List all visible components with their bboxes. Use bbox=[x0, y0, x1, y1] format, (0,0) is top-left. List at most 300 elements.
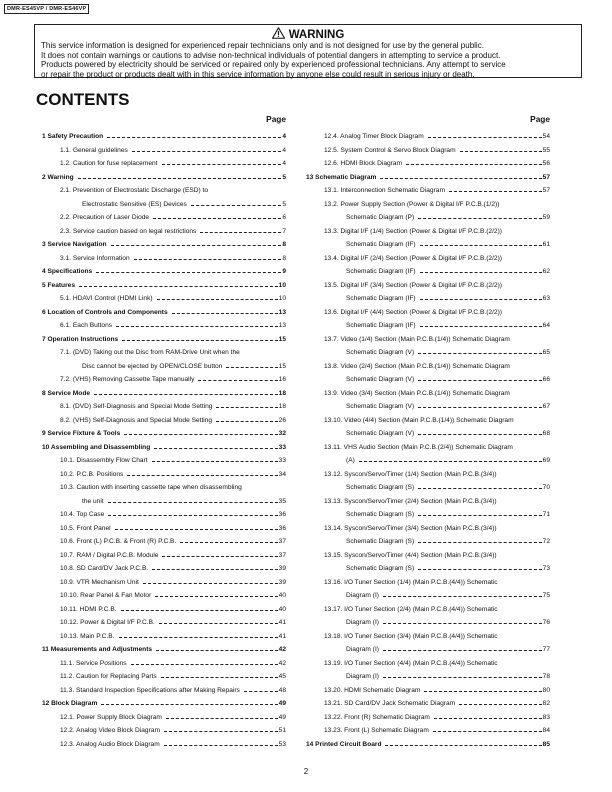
toc-entry-page: 6 bbox=[282, 214, 286, 221]
toc-entry-page: 55 bbox=[542, 146, 550, 154]
toc-entry-page: 8 bbox=[282, 241, 286, 248]
toc-entry-title: Electrostatic Sensitive (ES) Devices bbox=[82, 200, 187, 208]
toc-entry[interactable] bbox=[306, 630, 550, 644]
toc-chapter-entry[interactable] bbox=[42, 130, 286, 144]
toc-entry-title: 7 Operation Instructions bbox=[42, 335, 119, 343]
toc-entry[interactable] bbox=[306, 198, 550, 212]
toc-entry-title: 13.11. VHS Audio Section (Main P.C.B.(2/4)) Schematic Diagram bbox=[324, 443, 513, 451]
toc-entry-page: 62 bbox=[542, 268, 550, 275]
toc-entry-title: Disc cannot be ejected by OPEN/CLOSE button bbox=[82, 362, 223, 370]
toc-entry-title: 9 Service Fixture & Tools bbox=[42, 430, 121, 437]
toc-leader bbox=[383, 650, 542, 651]
toc-entry-title: Schematic Diagram (IF) bbox=[346, 241, 416, 248]
toc-chapter-entry[interactable] bbox=[42, 171, 286, 185]
toc-entry[interactable] bbox=[306, 724, 550, 738]
toc-leader bbox=[418, 353, 542, 354]
toc-entry[interactable] bbox=[42, 724, 286, 738]
toc-entry[interactable] bbox=[306, 670, 550, 684]
toc-entry-title: 13.5. Digital I/F (3/4) Section (Power & Digital I/F P.C.B.(2/2)) bbox=[324, 281, 502, 289]
toc-entry[interactable] bbox=[42, 319, 286, 333]
toc-entry-page: 53 bbox=[278, 740, 286, 748]
toc-leader bbox=[127, 475, 277, 476]
toc-entry-page: 64 bbox=[542, 322, 550, 329]
toc-entry-title: 12 Block Diagram bbox=[42, 700, 98, 707]
toc-entry[interactable] bbox=[42, 414, 286, 428]
toc-entry[interactable] bbox=[306, 144, 550, 158]
toc-entry-title: Diagram (I) bbox=[346, 646, 379, 653]
toc-entry[interactable] bbox=[306, 211, 550, 225]
toc-entry-title: 13.21. SD Card/DV Jack Schematic Diagram bbox=[324, 700, 456, 707]
warning-triangle-icon bbox=[272, 27, 285, 39]
contents-heading: CONTENTS bbox=[36, 90, 130, 109]
toc-entry-page: 41 bbox=[278, 632, 286, 640]
toc-entry[interactable] bbox=[42, 603, 286, 617]
toc-entry-page: 51 bbox=[278, 727, 286, 734]
toc-entry-title: 2.1. Prevention of Electrostatic Discharge (ESD) to bbox=[60, 187, 209, 194]
toc-entry-title: 7.2. (VHS) Removing Cassette Tape manually bbox=[60, 376, 195, 383]
toc-entry[interactable] bbox=[42, 184, 286, 198]
toc-entry[interactable] bbox=[306, 657, 550, 671]
toc-entry-page: 61 bbox=[542, 241, 550, 248]
toc-entry-page: 54 bbox=[542, 133, 550, 140]
toc-entry-title: 10.3. Caution with inserting cassette tape when disassembling bbox=[60, 484, 242, 491]
toc-entry-title: 10 Assembling and Disassembling bbox=[42, 443, 151, 451]
toc-leader bbox=[164, 731, 278, 732]
page-column-header: Page bbox=[266, 114, 286, 124]
toc-entry-page: 26 bbox=[278, 416, 286, 424]
toc-leader bbox=[226, 367, 277, 368]
toc-leader bbox=[420, 299, 542, 300]
toc-leader bbox=[132, 151, 282, 152]
toc-entry-title: 10.2. P.C.B. Positions bbox=[60, 470, 124, 478]
toc-entry-title: Schematic Diagram (S) bbox=[346, 511, 415, 518]
toc-leader bbox=[161, 677, 278, 678]
toc-entry-page: 45 bbox=[278, 673, 286, 680]
toc-entry-page: 73 bbox=[542, 565, 550, 572]
toc-entry-title: 13.6. Digital I/F (4/4) Section (Power & Digital I/F P.C.B.(2/2)) bbox=[324, 308, 502, 316]
toc-entry-title: 5 Features bbox=[42, 281, 75, 289]
warning-line: or repair the product or products dealt with in this service information by anyone else could result in serious injury or death. bbox=[41, 69, 475, 79]
toc-entry-page: 48 bbox=[278, 686, 286, 694]
toc-leader bbox=[420, 326, 542, 327]
model-tag: DMR-ES45VP / DMR-ES46VP bbox=[4, 4, 89, 14]
toc-entry-page: 4 bbox=[282, 146, 286, 154]
toc-entry-title: 7.1. (DVD) Taking out the Disc from RAM-Drive Unit when the bbox=[60, 349, 240, 356]
toc-entry-page: 33 bbox=[278, 443, 286, 451]
warning-title bbox=[35, 27, 581, 42]
toc-chapter-entry[interactable] bbox=[42, 306, 286, 320]
toc-entry-title: 10.13. Main P.C.B. bbox=[60, 632, 115, 640]
toc-entry-page: 15 bbox=[278, 335, 286, 343]
toc-entry-title: 13.14. Syscon/Servo/Timer (3/4) Section (Main P.C.B.(3/4)) bbox=[324, 524, 497, 532]
toc-entry-page: 40 bbox=[278, 605, 286, 613]
toc-entry[interactable] bbox=[306, 238, 550, 252]
toc-leader bbox=[406, 164, 542, 165]
toc-entry-title: Schematic Diagram (V) bbox=[346, 349, 415, 356]
toc-entry-title: 2.3. Service caution based on legal restrictions bbox=[60, 227, 197, 235]
toc-entry[interactable] bbox=[306, 252, 550, 266]
toc-entry[interactable] bbox=[306, 576, 550, 590]
toc-chapter-entry[interactable] bbox=[306, 171, 550, 185]
toc-entry[interactable] bbox=[306, 454, 550, 468]
warning-line: This service information is designed for experienced repair technicians only and is not designed for use by the general public. bbox=[41, 41, 484, 50]
toc-entry[interactable] bbox=[42, 576, 286, 590]
toc-entry[interactable] bbox=[42, 292, 286, 306]
toc-entry[interactable] bbox=[306, 427, 550, 441]
toc-leader bbox=[418, 515, 542, 516]
page-number: 2 bbox=[303, 767, 309, 776]
toc-leader bbox=[111, 245, 282, 246]
toc-leader bbox=[107, 137, 281, 138]
toc-entry-title: 6 Location of Controls and Components bbox=[42, 308, 168, 316]
toc-entry-page: 70 bbox=[542, 484, 550, 491]
toc-entry-title: (A) bbox=[346, 457, 355, 464]
toc-entry-page: 34 bbox=[278, 470, 286, 478]
toc-entry-title: 13.4. Digital I/F (2/4) Section (Power & Digital I/F P.C.B.(2/2)) bbox=[324, 254, 502, 262]
toc-entry-title: 10.10. Rear Panel & Fan Motor bbox=[60, 592, 152, 599]
toc-entry[interactable] bbox=[306, 562, 550, 576]
toc-entry-title: 13.18. I/O Tuner Section (3/4) (Main P.C.B.(4/4)) Schematic bbox=[324, 632, 498, 640]
toc-leader bbox=[122, 340, 277, 341]
toc-entry[interactable] bbox=[42, 454, 286, 468]
toc-leader bbox=[164, 745, 278, 746]
toc-leader bbox=[153, 218, 281, 219]
toc-entry[interactable] bbox=[306, 265, 550, 279]
toc-leader bbox=[152, 569, 277, 570]
toc-entry[interactable] bbox=[42, 495, 286, 509]
toc-entry-title: 12.3. Analog Audio Block Diagram bbox=[60, 740, 160, 748]
toc-entry-title: 8.2. (VHS) Self-Diagnosis and Special Mode Setting bbox=[60, 416, 213, 424]
toc-entry-title: 3 Service Navigation bbox=[42, 241, 107, 248]
toc-entry-title: 13.16. I/O Tuner Section (1/4) (Main P.C.B.(4/4)) Schematic bbox=[324, 578, 498, 586]
toc-entry-title: 2.2. Precaution of Laser Diode bbox=[60, 214, 150, 221]
toc-entry[interactable] bbox=[42, 481, 286, 495]
toc-entry[interactable] bbox=[306, 522, 550, 536]
toc-entry[interactable] bbox=[42, 144, 286, 158]
page-column-header: Page bbox=[530, 114, 550, 124]
toc-chapter-entry[interactable] bbox=[42, 441, 286, 455]
toc-entry-title: 11.2. Caution for Replacing Parts bbox=[60, 673, 157, 680]
toc-entry-title: Schematic Diagram (V) bbox=[346, 403, 415, 410]
toc-entry[interactable] bbox=[306, 387, 550, 401]
toc-entry[interactable] bbox=[306, 684, 550, 698]
toc-entry-page: 71 bbox=[542, 511, 550, 518]
toc-entry[interactable] bbox=[306, 589, 550, 603]
toc-chapter-entry[interactable] bbox=[42, 643, 286, 657]
toc-entry-page: 9 bbox=[282, 268, 286, 275]
warning-body bbox=[41, 41, 506, 79]
toc-entry-page: 36 bbox=[278, 524, 286, 532]
toc-entry-page: 15 bbox=[278, 362, 286, 370]
toc-entry-page: 72 bbox=[542, 538, 550, 545]
toc-leader bbox=[383, 623, 542, 624]
toc-entry-title: Schematic Diagram (V) bbox=[346, 376, 415, 383]
toc-chapter-entry[interactable] bbox=[42, 697, 286, 711]
toc-entry-title: 12.5. System Control & Servo Block Diagram bbox=[324, 146, 456, 154]
toc-leader bbox=[131, 664, 278, 665]
toc-entry[interactable] bbox=[306, 157, 550, 171]
toc-entry-title: 10.7. RAM / Digital P.C.B. Module bbox=[60, 551, 159, 559]
toc-entry[interactable] bbox=[42, 711, 286, 725]
toc-entry[interactable] bbox=[42, 549, 286, 563]
toc-entry[interactable] bbox=[306, 279, 550, 293]
toc-entry-title: 13.23. Front (L) Schematic Diagram bbox=[324, 727, 429, 734]
toc-entry[interactable] bbox=[42, 738, 286, 752]
toc-entry[interactable] bbox=[306, 292, 550, 306]
toc-entry[interactable] bbox=[306, 400, 550, 414]
toc-leader bbox=[159, 623, 278, 624]
toc-entry-page: 33 bbox=[278, 457, 286, 464]
toc-entry-page: 18 bbox=[278, 403, 286, 410]
toc-entry[interactable] bbox=[306, 616, 550, 630]
toc-entry-page: 36 bbox=[278, 511, 286, 518]
toc-entry-title: 12.2. Analog Video Block Diagram bbox=[60, 727, 160, 734]
toc-entry-page: 16 bbox=[278, 376, 286, 383]
toc-leader bbox=[134, 259, 282, 260]
toc-entry[interactable] bbox=[42, 589, 286, 603]
toc-entry-page: 5 bbox=[282, 200, 286, 208]
toc-entry[interactable] bbox=[42, 616, 286, 630]
toc-entry-title: 6.1. Each Buttons bbox=[60, 322, 113, 329]
toc-entry[interactable] bbox=[306, 441, 550, 455]
toc-leader bbox=[383, 677, 542, 678]
toc-leader bbox=[216, 421, 278, 422]
toc-entry-title: Schematic Diagram (S) bbox=[346, 565, 415, 572]
toc-entry[interactable] bbox=[42, 400, 286, 414]
toc-left-column bbox=[42, 113, 286, 751]
toc-leader bbox=[78, 178, 282, 179]
toc-entry[interactable] bbox=[42, 535, 286, 549]
toc-chapter-entry[interactable] bbox=[42, 265, 286, 279]
toc-entry-title: 3.1. Service Information bbox=[60, 254, 130, 262]
toc-entry[interactable] bbox=[42, 684, 286, 698]
toc-entry-page: 35 bbox=[278, 497, 286, 505]
toc-entry-title: 8 Service Mode bbox=[42, 389, 91, 397]
toc-entry[interactable] bbox=[306, 414, 550, 428]
toc-entry[interactable] bbox=[306, 508, 550, 522]
toc-entry-title: Diagram (I) bbox=[346, 619, 379, 626]
toc-entry[interactable] bbox=[42, 157, 286, 171]
toc-leader bbox=[162, 556, 277, 557]
toc-leader bbox=[428, 137, 542, 138]
toc-entry-title: 12.1. Power Supply Block Diagram bbox=[60, 713, 162, 721]
toc-entry-page: 39 bbox=[278, 578, 286, 586]
toc-entry-page: 42 bbox=[278, 659, 286, 667]
toc-leader bbox=[460, 151, 542, 152]
toc-entry[interactable] bbox=[306, 711, 550, 725]
toc-entry[interactable] bbox=[42, 252, 286, 266]
toc-entry[interactable] bbox=[306, 225, 550, 239]
toc-entry-title: 10.8. SD Card/DV Jack P.C.B. bbox=[60, 565, 149, 572]
toc-entry-page: 13 bbox=[278, 308, 286, 316]
toc-entry-title: 10.9. VTR Mechanism Unit bbox=[60, 578, 139, 586]
toc-entry[interactable] bbox=[306, 603, 550, 617]
toc-entry[interactable] bbox=[42, 360, 286, 374]
toc-leader bbox=[385, 745, 541, 746]
toc-entry[interactable] bbox=[306, 481, 550, 495]
toc-entry-title: 13.9. Video (3/4) Section (Main P.C.B.(1/4)) Schematic Diagram bbox=[324, 389, 510, 397]
toc-entry-page: 83 bbox=[542, 713, 550, 721]
toc-entry[interactable] bbox=[306, 306, 550, 320]
toc-leader bbox=[108, 502, 278, 503]
toc-entry[interactable] bbox=[306, 373, 550, 387]
toc-entry[interactable] bbox=[42, 522, 286, 536]
toc-leader bbox=[157, 299, 278, 300]
toc-entry-title: 13.13. Syscon/Servo/Timer (2/4) Section (Main P.C.B.(3/4)) bbox=[324, 497, 497, 505]
toc-leader bbox=[418, 434, 542, 435]
toc-leader bbox=[108, 515, 277, 516]
toc-entry-title: 14 Printed Circuit Board bbox=[306, 740, 382, 748]
toc-entry[interactable] bbox=[306, 697, 550, 711]
toc-chapter-entry[interactable] bbox=[42, 333, 286, 347]
toc-leader bbox=[121, 610, 278, 611]
toc-entry-page: 42 bbox=[278, 646, 286, 653]
toc-leader bbox=[459, 704, 541, 705]
toc-entry-title: 13.2. Power Supply Section (Power & Digital I/F P.C.B.(1/2)) bbox=[324, 200, 500, 208]
toc-leader bbox=[124, 434, 277, 435]
toc-chapter-entry[interactable] bbox=[42, 279, 286, 293]
toc-entry-title: 13.7. Video (1/4) Section (Main P.C.B.(1/4)) Schematic Diagram bbox=[324, 335, 510, 343]
toc-entry-page: 57 bbox=[542, 173, 550, 181]
toc-entry[interactable] bbox=[306, 319, 550, 333]
toc-entry[interactable] bbox=[306, 468, 550, 482]
toc-entry[interactable] bbox=[306, 549, 550, 563]
toc-entry-page: 56 bbox=[542, 160, 550, 167]
toc-leader bbox=[94, 394, 278, 395]
toc-entry-title: 13.19. I/O Tuner Section (4/4) (Main P.C.B.(4/4)) Schematic bbox=[324, 659, 498, 667]
toc-entry-title: 10.12. Power & Digital I/F P.C.B. bbox=[60, 619, 155, 626]
toc-entry[interactable] bbox=[42, 508, 286, 522]
toc-chapter-entry[interactable] bbox=[42, 238, 286, 252]
toc-entry-title: 13.1. Interconnection Schematic Diagram bbox=[324, 187, 445, 194]
toc-entry-title: 4 Specifications bbox=[42, 268, 93, 275]
toc-leader bbox=[172, 313, 278, 314]
toc-chapter-entry[interactable] bbox=[306, 738, 550, 752]
toc-entry-title: 13 Schematic Diagram bbox=[306, 173, 377, 181]
toc-leader bbox=[162, 164, 282, 165]
toc-entry[interactable] bbox=[42, 657, 286, 671]
toc-entry-page: 80 bbox=[542, 686, 550, 694]
toc-entry[interactable] bbox=[306, 643, 550, 657]
toc-entry-page: 40 bbox=[278, 592, 286, 599]
toc-entry[interactable] bbox=[306, 130, 550, 144]
toc-leader bbox=[152, 461, 278, 462]
toc-entry[interactable] bbox=[42, 346, 286, 360]
toc-leader bbox=[418, 218, 542, 219]
toc-entry-title: Schematic Diagram (IF) bbox=[346, 268, 416, 275]
toc-entry-page: 13 bbox=[278, 322, 286, 329]
toc-entry-title: 13.8. Video (2/4) Section (Main P.C.B.(1/4)) Schematic Diagram bbox=[324, 362, 510, 370]
toc-entry[interactable] bbox=[42, 670, 286, 684]
toc-leader bbox=[424, 691, 541, 692]
toc-leader bbox=[115, 529, 278, 530]
toc-entry-title: 11.3. Standard Inspection Specifications after Making Repairs bbox=[60, 686, 240, 694]
toc-leader bbox=[101, 704, 277, 705]
warning-box bbox=[34, 24, 582, 78]
toc-entry-page: 41 bbox=[278, 619, 286, 626]
toc-entry-title: 1.1. General guidelines bbox=[60, 146, 128, 154]
toc-leader bbox=[383, 596, 542, 597]
toc-entry-title: 13.3. Digital I/F (1/4) Section (Power & Digital I/F P.C.B.(2/2)) bbox=[324, 227, 502, 235]
toc-entry[interactable] bbox=[42, 198, 286, 212]
toc-leader bbox=[418, 488, 542, 489]
toc-chapter-entry[interactable] bbox=[42, 427, 286, 441]
toc-chapter-entry[interactable] bbox=[42, 387, 286, 401]
toc-list-left bbox=[42, 130, 286, 751]
toc-entry-title: Schematic Diagram (IF) bbox=[346, 295, 416, 302]
toc-entry-title: Schematic Diagram (P) bbox=[346, 214, 415, 221]
toc-entry-title: 8.1. (DVD) Self-Diagnosis and Special Mode Setting bbox=[60, 403, 213, 410]
toc-entry-title: Schematic Diagram (S) bbox=[346, 484, 415, 491]
toc-leader bbox=[418, 542, 542, 543]
toc-leader bbox=[433, 731, 542, 732]
toc-entry[interactable] bbox=[42, 468, 286, 482]
toc-entry-page: 59 bbox=[542, 214, 550, 221]
toc-leader bbox=[180, 542, 277, 543]
toc-entry[interactable] bbox=[42, 373, 286, 387]
toc-entry-page: 5 bbox=[282, 173, 286, 181]
toc-entry-page: 4 bbox=[282, 133, 286, 140]
toc-leader bbox=[143, 583, 278, 584]
toc-entry[interactable] bbox=[306, 184, 550, 198]
toc-entry[interactable] bbox=[306, 535, 550, 549]
toc-entry[interactable] bbox=[306, 360, 550, 374]
toc-leader bbox=[198, 380, 277, 381]
toc-leader bbox=[155, 596, 277, 597]
toc-leader bbox=[359, 461, 542, 462]
toc-entry[interactable] bbox=[306, 495, 550, 509]
toc-entry-title: 12.4. Analog Timer Block Diagram bbox=[324, 133, 424, 140]
toc-entry-page: 82 bbox=[542, 700, 550, 707]
toc-entry-title: 13.10. Video (4/4) Section (Main P.C.B.(1/4)) Schematic Diagram bbox=[324, 416, 514, 424]
toc-leader bbox=[216, 407, 277, 408]
toc-list-right bbox=[306, 130, 550, 751]
toc-entry-title: 2 Warning bbox=[42, 173, 74, 181]
toc-leader bbox=[119, 637, 278, 638]
toc-entry[interactable] bbox=[306, 346, 550, 360]
toc-entry-page: 32 bbox=[278, 430, 286, 437]
toc-entry-page: 7 bbox=[282, 227, 286, 235]
toc-entry-title: 12.6. HDMI Block Diagram bbox=[324, 160, 403, 167]
toc-entry-title: 13.17. I/O Tuner Section (2/4) (Main P.C.B.(4/4)) Schematic bbox=[324, 605, 498, 613]
toc-entry-page: 66 bbox=[542, 376, 550, 383]
toc-entry-page: 65 bbox=[542, 349, 550, 356]
toc-leader bbox=[418, 407, 542, 408]
toc-entry-page: 75 bbox=[542, 592, 550, 599]
toc-entry[interactable] bbox=[42, 630, 286, 644]
toc-entry-page: 76 bbox=[542, 619, 550, 626]
toc-entry-title: 10.6. Front (L) P.C.B. & Front (R) P.C.B. bbox=[60, 538, 177, 545]
toc-entry[interactable] bbox=[42, 211, 286, 225]
toc-leader bbox=[79, 286, 278, 287]
toc-entry-page: 84 bbox=[542, 727, 550, 734]
toc-leader bbox=[166, 718, 278, 719]
toc-entry[interactable] bbox=[42, 562, 286, 576]
toc-entry-page: 69 bbox=[542, 457, 550, 464]
toc-leader bbox=[244, 691, 278, 692]
toc-entry-title: 5.1. HDAVI Control (HDMI Link) bbox=[60, 295, 153, 302]
toc-entry-page: 37 bbox=[278, 538, 286, 545]
toc-leader bbox=[191, 205, 282, 206]
toc-entry-page: 39 bbox=[278, 565, 286, 572]
toc-leader bbox=[154, 448, 277, 449]
toc-entry-title: 13.12. Syscon/Servo/Timer (1/4) Section (Main P.C.B.(3/4)) bbox=[324, 470, 497, 478]
toc-entry-title: Schematic Diagram (S) bbox=[346, 538, 415, 545]
toc-entry[interactable] bbox=[306, 333, 550, 347]
toc-leader bbox=[380, 178, 541, 179]
toc-entry[interactable] bbox=[42, 225, 286, 239]
toc-entry-title: 11 Measurements and Adjustments bbox=[42, 646, 153, 653]
